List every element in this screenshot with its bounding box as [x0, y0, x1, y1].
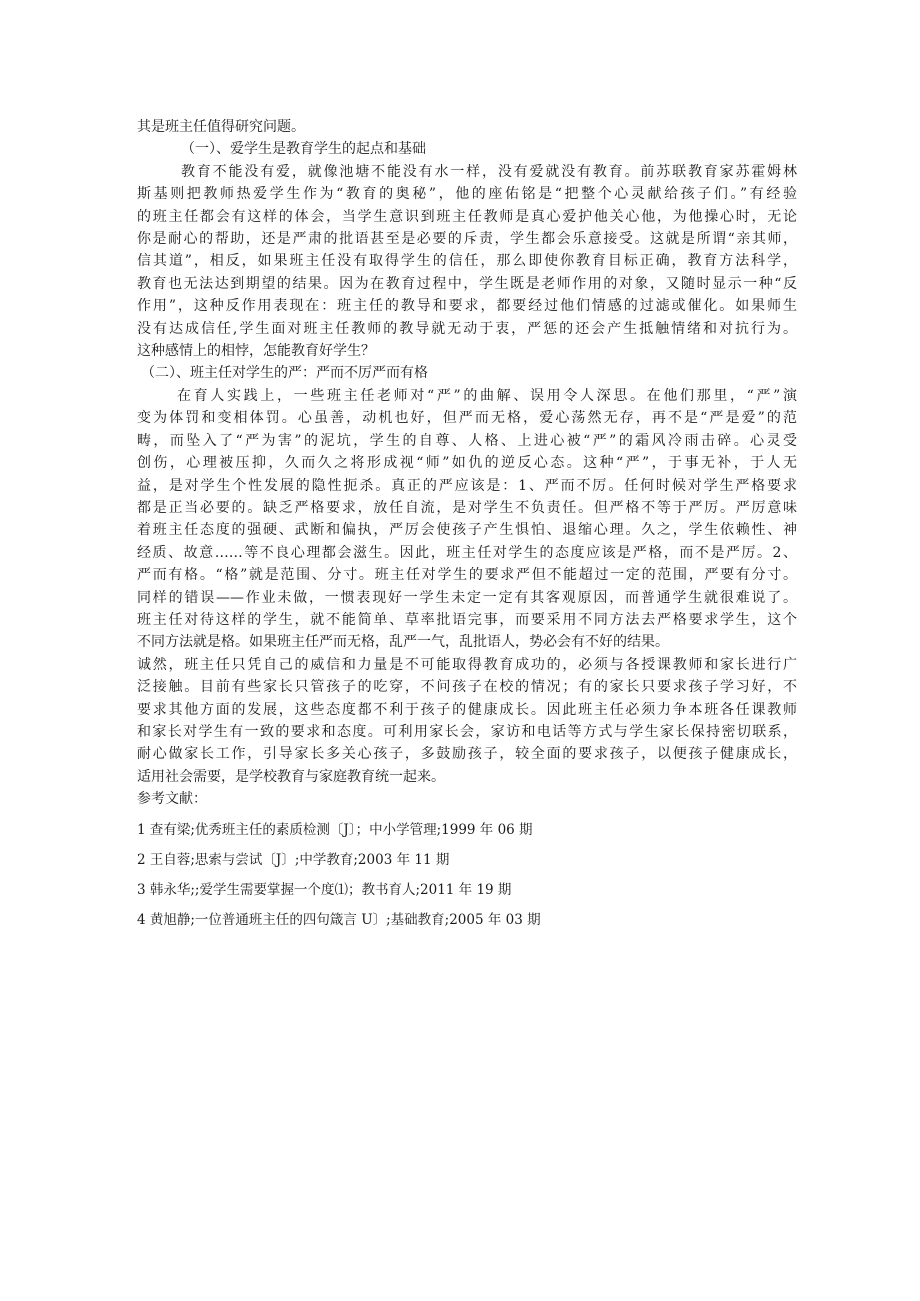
paragraph-line: 这种感情上的相悖，怎能教育好学生？: [137, 343, 375, 360]
references-heading: 参考文献：: [137, 791, 207, 808]
reference-item: 1 查有梁;优秀班主任的素质检测〔J〕；中小学管理;1999 年 06 期: [137, 821, 533, 838]
paragraph-line: 教育也无法达到期望的结果。因为在教育过程中，学生既是老师作用的对象，又随时显示一种“反: [137, 275, 797, 292]
document-body: [137, 116, 797, 935]
paragraph-line: 诚然，班主任只凭自己的威信和力量是不可能取得教育成功的，必须与各授课教师和家长进行广: [137, 656, 797, 673]
paragraph-line: 不同方法就是格。如果班主任严而无格，乱严一气，乱批语人，势必会有不好的结果。: [137, 634, 669, 651]
paragraph-line: 的班主任都会有这样的体会，当学生意识到班主任教师是真心爱护他关心他，为他操心时，无论: [137, 208, 797, 225]
reference-item: 2 王自蓉;思索与尝试〔J〕;中学教育;2003 年 11 期: [137, 851, 450, 868]
reference-item: 3 韩永华;;爱学生需要掌握一个度⑴；教书育人;2011 年 19 期: [137, 881, 512, 898]
paragraph-line: 你是耐心的帮助，还是严肃的批语甚至是必要的斥责，学生都会乐意接受。这就是所谓“亲其师，: [137, 231, 797, 248]
paragraph-line: 信其道”，相反，如果班主任没有取得学生的信任，那么即使你教育目标正确，教育方法科学，: [137, 253, 797, 270]
paragraph-line: 适用社会需要，是学校教育与家庭教育统一起来。: [137, 768, 445, 785]
paragraph-line: 班主任对待这样的学生，就不能简单、草率批语完事，而要采用不同方法去严格要求学生，这个: [137, 611, 797, 628]
paragraph-line: 经质、故意……等不良心理都会滋生。因此，班主任对学生的态度应该是严格，而不是严厉。2、: [137, 544, 797, 561]
paragraph-line: 益，是对学生个性发展的隐性扼杀。真正的严应该是：1、严而不厉。任何时候对学生严格要求: [137, 477, 797, 494]
paragraph-line: 没有达成信任,学生面对班主任教师的教导就无动于衷，严惩的还会产生抵触情绪和对抗行为。: [137, 320, 797, 337]
section-2-heading: （二）、班主任对学生的严：严而不厉严而有格: [141, 365, 428, 382]
paragraph-line: 在育人实践上，一些班主任老师对“严”的曲解、误用令人深思。在他们那里，“严”演: [177, 387, 797, 404]
paragraph-line: 要求其他方面的发展，这些态度都不利于孩子的健康成长。因此班主任必须力争本班各任课教师: [137, 701, 797, 718]
paragraph-line: 教育不能没有爱，就像池塘不能没有水一样，没有爱就没有教育。前苏联教育家苏霍姆林: [181, 163, 797, 180]
intro-tail-line: 其是班主任值得研究问题。: [137, 119, 305, 135]
section-1: [137, 138, 797, 362]
paragraph-line: 耐心做家长工作，引导家长多关心孩子，多鼓励孩子，较全面的要求孩子，以便孩子健康成长，: [137, 746, 797, 763]
section-1-heading: （一）、爱学生是教育学生的起点和基础: [181, 141, 426, 158]
paragraph-line: 同样的错误——作业未做，一惯表现好一学生未定一定有其客观原因，而普通学生就很难说了。: [137, 589, 797, 606]
section-2: [137, 362, 797, 653]
reference-item: 4 黄旭静;一位普通班主任的四句箴言 U〕;基础教育;2005 年 03 期: [137, 911, 541, 928]
paragraph-line: 和家长对学生有一致的要求和态度。可利用家长会，家访和电话等方式与学生家长保持密切联系，: [137, 723, 797, 740]
paragraph-line: 都是正当必要的。缺乏严格要求，放任自流，是对学生不负责任。但严格不等于严厉。严厉意味: [137, 499, 797, 516]
section-3: [137, 654, 797, 788]
paragraph-line: 泛接触。目前有些家长只管孩子的吃穿，不问孩子在校的情况；有的家长只要求孩子学习好，不: [137, 679, 797, 696]
paragraph-line: 创伤，心理被压抑，久而久之将形成视“师”如仇的逆反心态。这种“严”，于事无补，于人无: [137, 455, 797, 472]
paragraph-line: 作用”，这种反作用表现在：班主任的教导和要求，都要经过他们情感的过滤或催化。如果师生: [137, 298, 797, 315]
paragraph-line: 畴，而坠入了“严为害”的泥坑，学生的自尊、人格、上进心被“严”的霜风冷雨击碎。心灵受: [137, 432, 797, 449]
paragraph-line: 斯基则把教师热爱学生作为“教育的奥秘”，他的座佑铭是“把整个心灵献给孩子们。”有经验: [137, 186, 797, 203]
paragraph-line: 着班主任态度的强硬、武断和偏执，严厉会使孩子产生惧怕、退缩心理。久之，学生依赖性、神: [137, 522, 797, 539]
paragraph-line: 严而有格。“格”就是范围、分寸。班主任对学生的要求严但不能超过一定的范围，严要有分寸。: [137, 567, 797, 584]
paragraph-line: 变为体罚和变相体罚。心虽善，动机也好，但严而无格，爱心荡然无存，再不是“严是爱”的范: [137, 410, 797, 427]
references-list: [137, 815, 797, 935]
